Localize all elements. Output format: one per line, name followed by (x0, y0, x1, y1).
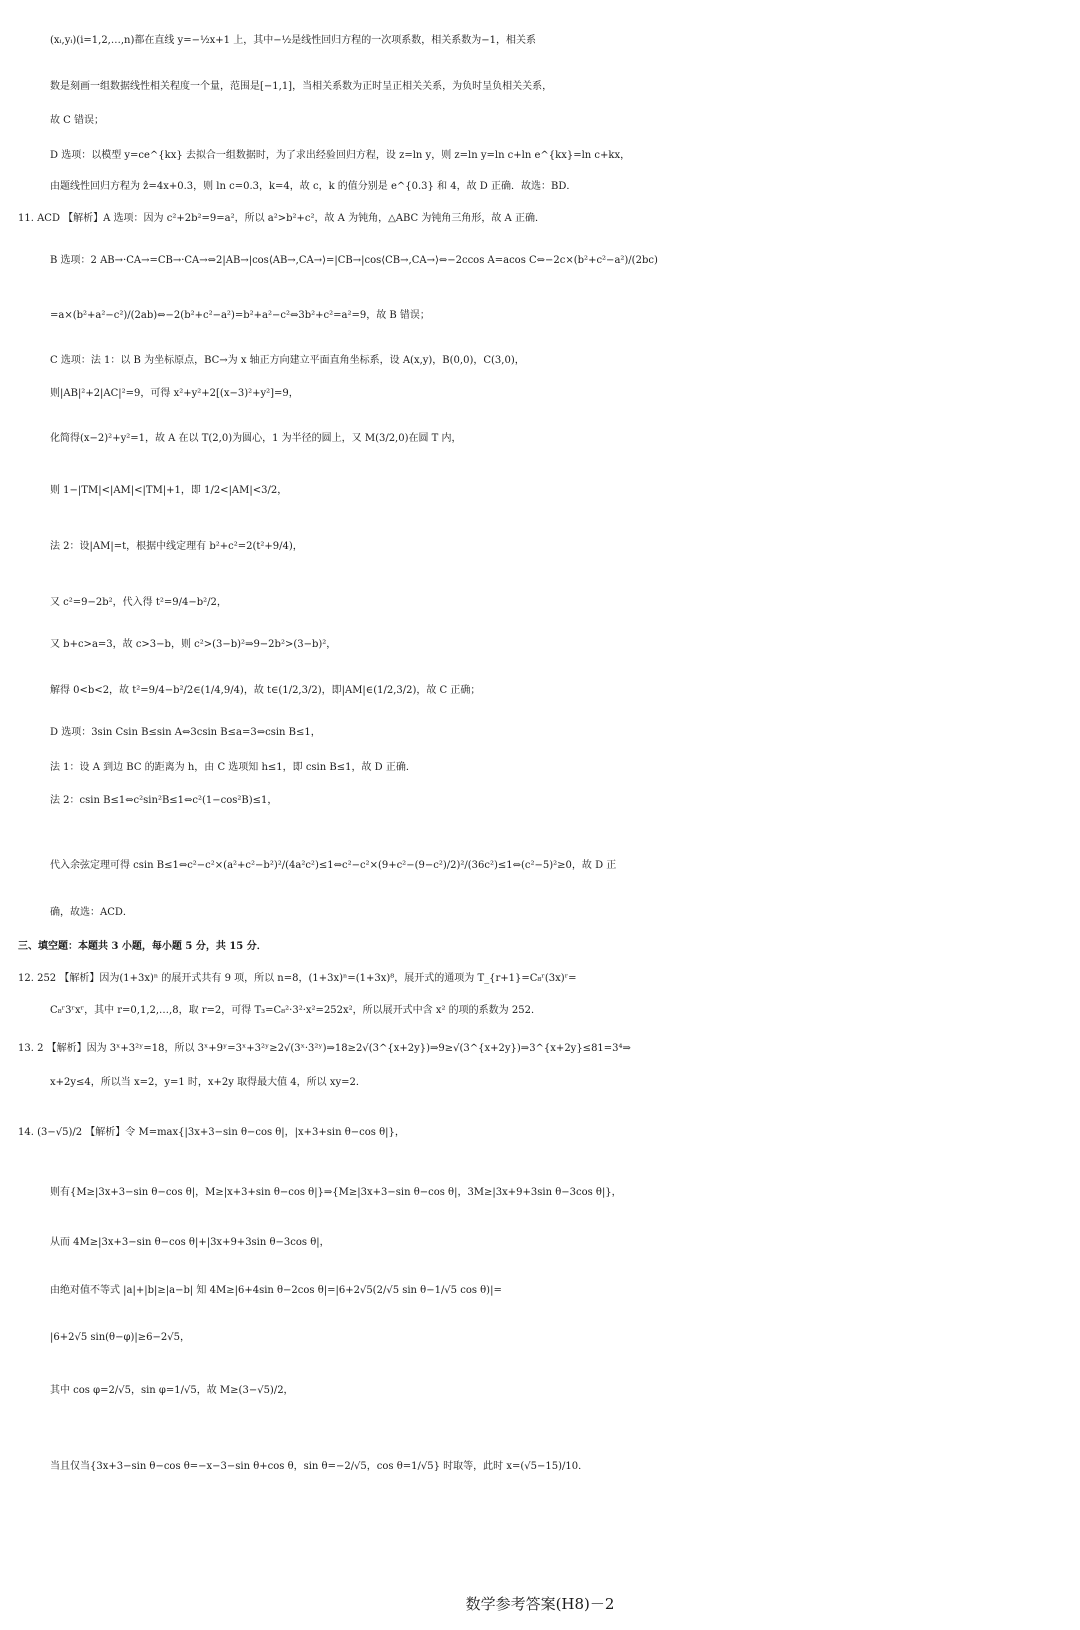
text-line: C 选项：法 1：以 B 为坐标原点，BC→为 x 轴正方向建立平面直角坐标系，设 A(x,y)，B(0,0)，C(3,0)， (50, 355, 525, 366)
text-line: 则|AB|²+2|AC|²=9，可得 x²+y²+2[(x−3)²+y²]=9， (50, 388, 299, 399)
text-line: D 选项：3sin Csin B≤sin A⇔3csin B≤a=3⇔csin B≤1， (50, 727, 321, 738)
section-heading-fill-in: 三、填空题：本题共 3 小题，每小题 5 分，共 15 分． (18, 941, 267, 952)
text-line: 其中 cos φ=2/√5，sin φ=1/√5，故 M≥(3−√5)/2， (50, 1385, 294, 1396)
text-line: 确，故选：ACD． (50, 907, 133, 918)
text-line: 则有{M≥|3x+3−sin θ−cos θ|，M≥|x+3+sin θ−cos θ|}⇒{M≥|3x+3−sin θ−cos θ|，3M≥|3x+9+3sin θ−3cos θ|}， (50, 1187, 622, 1198)
text-line: B 选项：2 AB→·CA→=CB→·CA→⇔2|AB→|cos⟨AB→,CA→⟩=|CB→|cos⟨CB→,CA→⟩⇔−2ccos A=acos C⇔−2c×(b²+c²−a²)/(2bc) (50, 255, 658, 266)
text-line: 解得 0<b<2，故 t²=9/4−b²/2∈(1/4,9/4)，故 t∈(1/2,3/2)，即|AM|∈(1/2,3/2)，故 C 正确； (50, 685, 481, 696)
page-footer: 数学参考答案(H8)－2 (465, 1595, 615, 1613)
question-12-answer: 12. 252 【解析】因为(1+3x)ⁿ 的展开式共有 9 项，所以 n=8，(1+3x)ⁿ=(1+3x)⁸，展开式的通项为 T_{r+1}=C₈ʳ(3x)ʳ= (18, 973, 577, 984)
text-line: 从而 4M≥|3x+3−sin θ−cos θ|+|3x+9+3sin θ−3cos θ|， (50, 1237, 330, 1248)
text-line: C₈ʳ3ʳxʳ，其中 r=0,1,2,…,8，取 r=2，可得 T₃=C₈²·3²·x²=252x²，所以展开式中含 x² 的项的系数为 252． (50, 1005, 541, 1016)
question-11-answer: 11. ACD 【解析】A 选项：因为 c²+2b²=9=a²，所以 a²>b²+c²，故 A 为钝角，△ABC 为钝角三角形，故 A 正确． (18, 213, 545, 224)
text-line: =a×(b²+a²−c²)/(2ab)⇔−2(b²+c²−a²)=b²+a²−c²⇔3b²+c²=a²=9，故 B 错误； (50, 310, 430, 321)
text-line: x+2y≤4，所以当 x=2，y=1 时，x+2y 取得最大值 4，所以 xy=2． (50, 1077, 366, 1088)
text-line: 由题线性回归方程为 ẑ=4x+0.3，则 ln c=0.3，k=4，故 c，k 的值分别是 e^{0.3} 和 4，故 D 正确．故选：BD． (50, 181, 577, 192)
text-line: 代入余弦定理可得 csin B≤1⇔c²−c²×(a²+c²−b²)²/(4a²c²)≤1⇔c²−c²×(9+c²−(9−c²)/2)²/(36c²)≤1⇔(c²−5)²≥0，故 D 正 (50, 860, 617, 871)
question-14-answer: 14. (3−√5)/2 【解析】令 M=max{|3x+3−sin θ−cos θ|，|x+3+sin θ−cos θ|}， (18, 1127, 405, 1138)
question-13-answer: 13. 2 【解析】因为 3ˣ+3²ʸ=18，所以 3ˣ+9ʸ=3ˣ+3²ʸ≥2√(3ˣ·3²ʸ)⇒18≥2√(3^{x+2y})⇒9≥√(3^{x+2y})⇒3^{x+2y}≤81=3⁴⇒ (18, 1043, 631, 1054)
text-line: 又 b+c>a=3，故 c>3−b，则 c²>(3−b)²⇒9−2b²>(3−b)²， (50, 639, 337, 650)
text-line: 由绝对值不等式 |a|+|b|≥|a−b| 知 4M≥|6+4sin θ−2cos θ|=|6+2√5(2/√5 sin θ−1/√5 cos θ)|= (50, 1285, 502, 1296)
text-line: 法 2：csin B≤1⇔c²sin²B≤1⇔c²(1−cos²B)≤1， (50, 795, 278, 806)
text-line: 则 1−|TM|<|AM|<|TM|+1，即 1/2<|AM|<3/2， (50, 485, 288, 496)
text-line: 当且仅当{3x+3−sin θ−cos θ=−x−3−sin θ+cos θ，sin θ=−2/√5，cos θ=1/√5} 时取等，此时 x=(√5−15)/10． (50, 1461, 589, 1472)
text-line: 故 C 错误； (50, 115, 105, 126)
text-line: 法 1：设 A 到边 BC 的距离为 h，由 C 选项知 h≤1，即 csin B≤1，故 D 正确． (50, 762, 416, 773)
text-line: 法 2：设|AM|=t，根据中线定理有 b²+c²=2(t²+9/4)， (50, 541, 303, 552)
text-line: |6+2√5 sin(θ−φ)|≥6−2√5， (50, 1332, 190, 1343)
text-line: 又 c²=9−2b²，代入得 t²=9/4−b²/2， (50, 597, 227, 608)
text-line: D 选项：以模型 y=ce^{kx} 去拟合一组数据时，为了求出经验回归方程，设 z=ln y，则 z=ln y=ln c+ln e^{kx}=ln c+kx， (50, 150, 631, 161)
text-line: 化简得(x−2)²+y²=1，故 A 在以 T(2,0)为圆心，1 为半径的圆上，又 M(3/2,0)在圆 T 内， (50, 433, 462, 444)
text-line: (xᵢ,yᵢ)(i=1,2,…,n)都在直线 y=−½x+1 上，其中−½是线性回归方程的一次项系数，相关系数为−1，相关系 (50, 35, 537, 46)
text-line: 数是刻画一组数据线性相关程度一个量，范围是[−1,1]，当相关系数为正时呈正相关关系，为负时呈负相关关系， (50, 81, 553, 92)
